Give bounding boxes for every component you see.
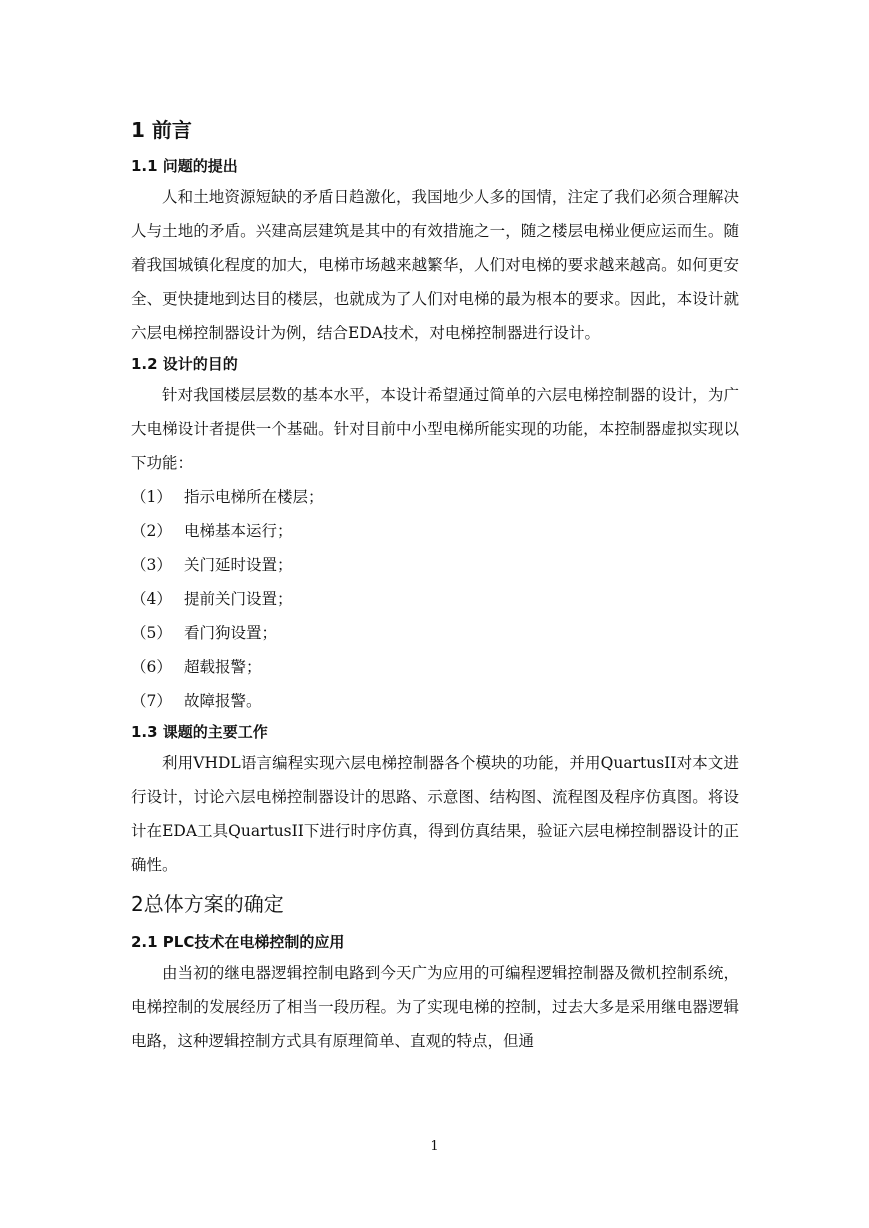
list-item <box>131 650 739 684</box>
page-content <box>131 110 739 1058</box>
section-1-2-paragraph: 针对我国楼层层数的基本水平，本设计希望通过简单的六层电梯控制器的设计，为广大电梯设计者提供一个基础。针对目前中小型电梯所能实现的功能，本控制器虚拟实现以下功能： <box>131 386 739 472</box>
list-item-text: 看门狗设置； <box>184 624 278 642</box>
list-item-number: （2） <box>131 522 172 540</box>
section-1-3-paragraph: 利用VHDL语言编程实现六层电梯控制器各个模块的功能，并用QuartusII对本文进行设计，讨论六层电梯控制器设计的思路、示意图、结构图、流程图及程序仿真图。将设计在EDA工具QuartusII下进行时序仿真，得到仿真结果，验证六层电梯控制器设计的正确性。 <box>131 754 739 874</box>
list-item <box>131 480 739 514</box>
list-item-number: （6） <box>131 658 172 676</box>
list-item <box>131 548 739 582</box>
section-2-1-heading: 2.1 PLC技术在电梯控制的应用 <box>131 933 345 951</box>
list-item <box>131 616 739 650</box>
function-list <box>131 480 739 718</box>
list-item-number: （4） <box>131 590 172 608</box>
section-1-3-heading: 1.3 课题的主要工作 <box>131 723 268 741</box>
list-item <box>131 582 739 616</box>
list-item-text: 关门延时设置； <box>184 556 293 574</box>
section-2-1-paragraph: 由当初的继电器逻辑控制电路到今天广为应用的可编程逻辑控制器及微机控制系统，电梯控制的发展经历了相当一段历程。为了实现电梯的控制，过去大多是采用继电器逻辑电路，这种逻辑控制方式具有原理简单、直观的特点，但通 <box>131 964 739 1050</box>
section-1-1-heading: 1.1 问题的提出 <box>131 157 238 175</box>
list-item-text: 故障报警。 <box>184 692 262 710</box>
section-1-2-heading: 1.2 设计的目的 <box>131 355 238 373</box>
list-item-number: （1） <box>131 488 172 506</box>
section-1-1-paragraph: 人和土地资源短缺的矛盾日趋激化，我国地少人多的国情，注定了我们必须合理解决人与土地的矛盾。兴建高层建筑是其中的有效措施之一，随之楼层电梯业便应运而生。随着我国城镇化程度的加大，电梯市场越来越繁华，人们对电梯的要求越来越高。如何更安全、更快捷地到达目的楼层，也就成为了人们对电梯的最为根本的要求。因此，本设计就六层电梯控制器设计为例，结合EDA技术，对电梯控制器进行设计。 <box>131 188 739 342</box>
list-item-text: 电梯基本运行； <box>184 522 293 540</box>
page-number: 1 <box>430 1139 439 1154</box>
list-item <box>131 514 739 548</box>
list-item-text: 超载报警； <box>184 658 262 676</box>
list-item-number: （5） <box>131 624 172 642</box>
list-item-text: 提前关门设置； <box>184 590 293 608</box>
list-item-number: （3） <box>131 556 172 574</box>
list-item <box>131 684 739 718</box>
section-1-heading: 1 前言 <box>131 118 192 142</box>
list-item-text: 指示电梯所在楼层； <box>184 488 324 506</box>
list-item-number: （7） <box>131 692 172 710</box>
section-2-heading: 2总体方案的确定 <box>131 892 284 916</box>
